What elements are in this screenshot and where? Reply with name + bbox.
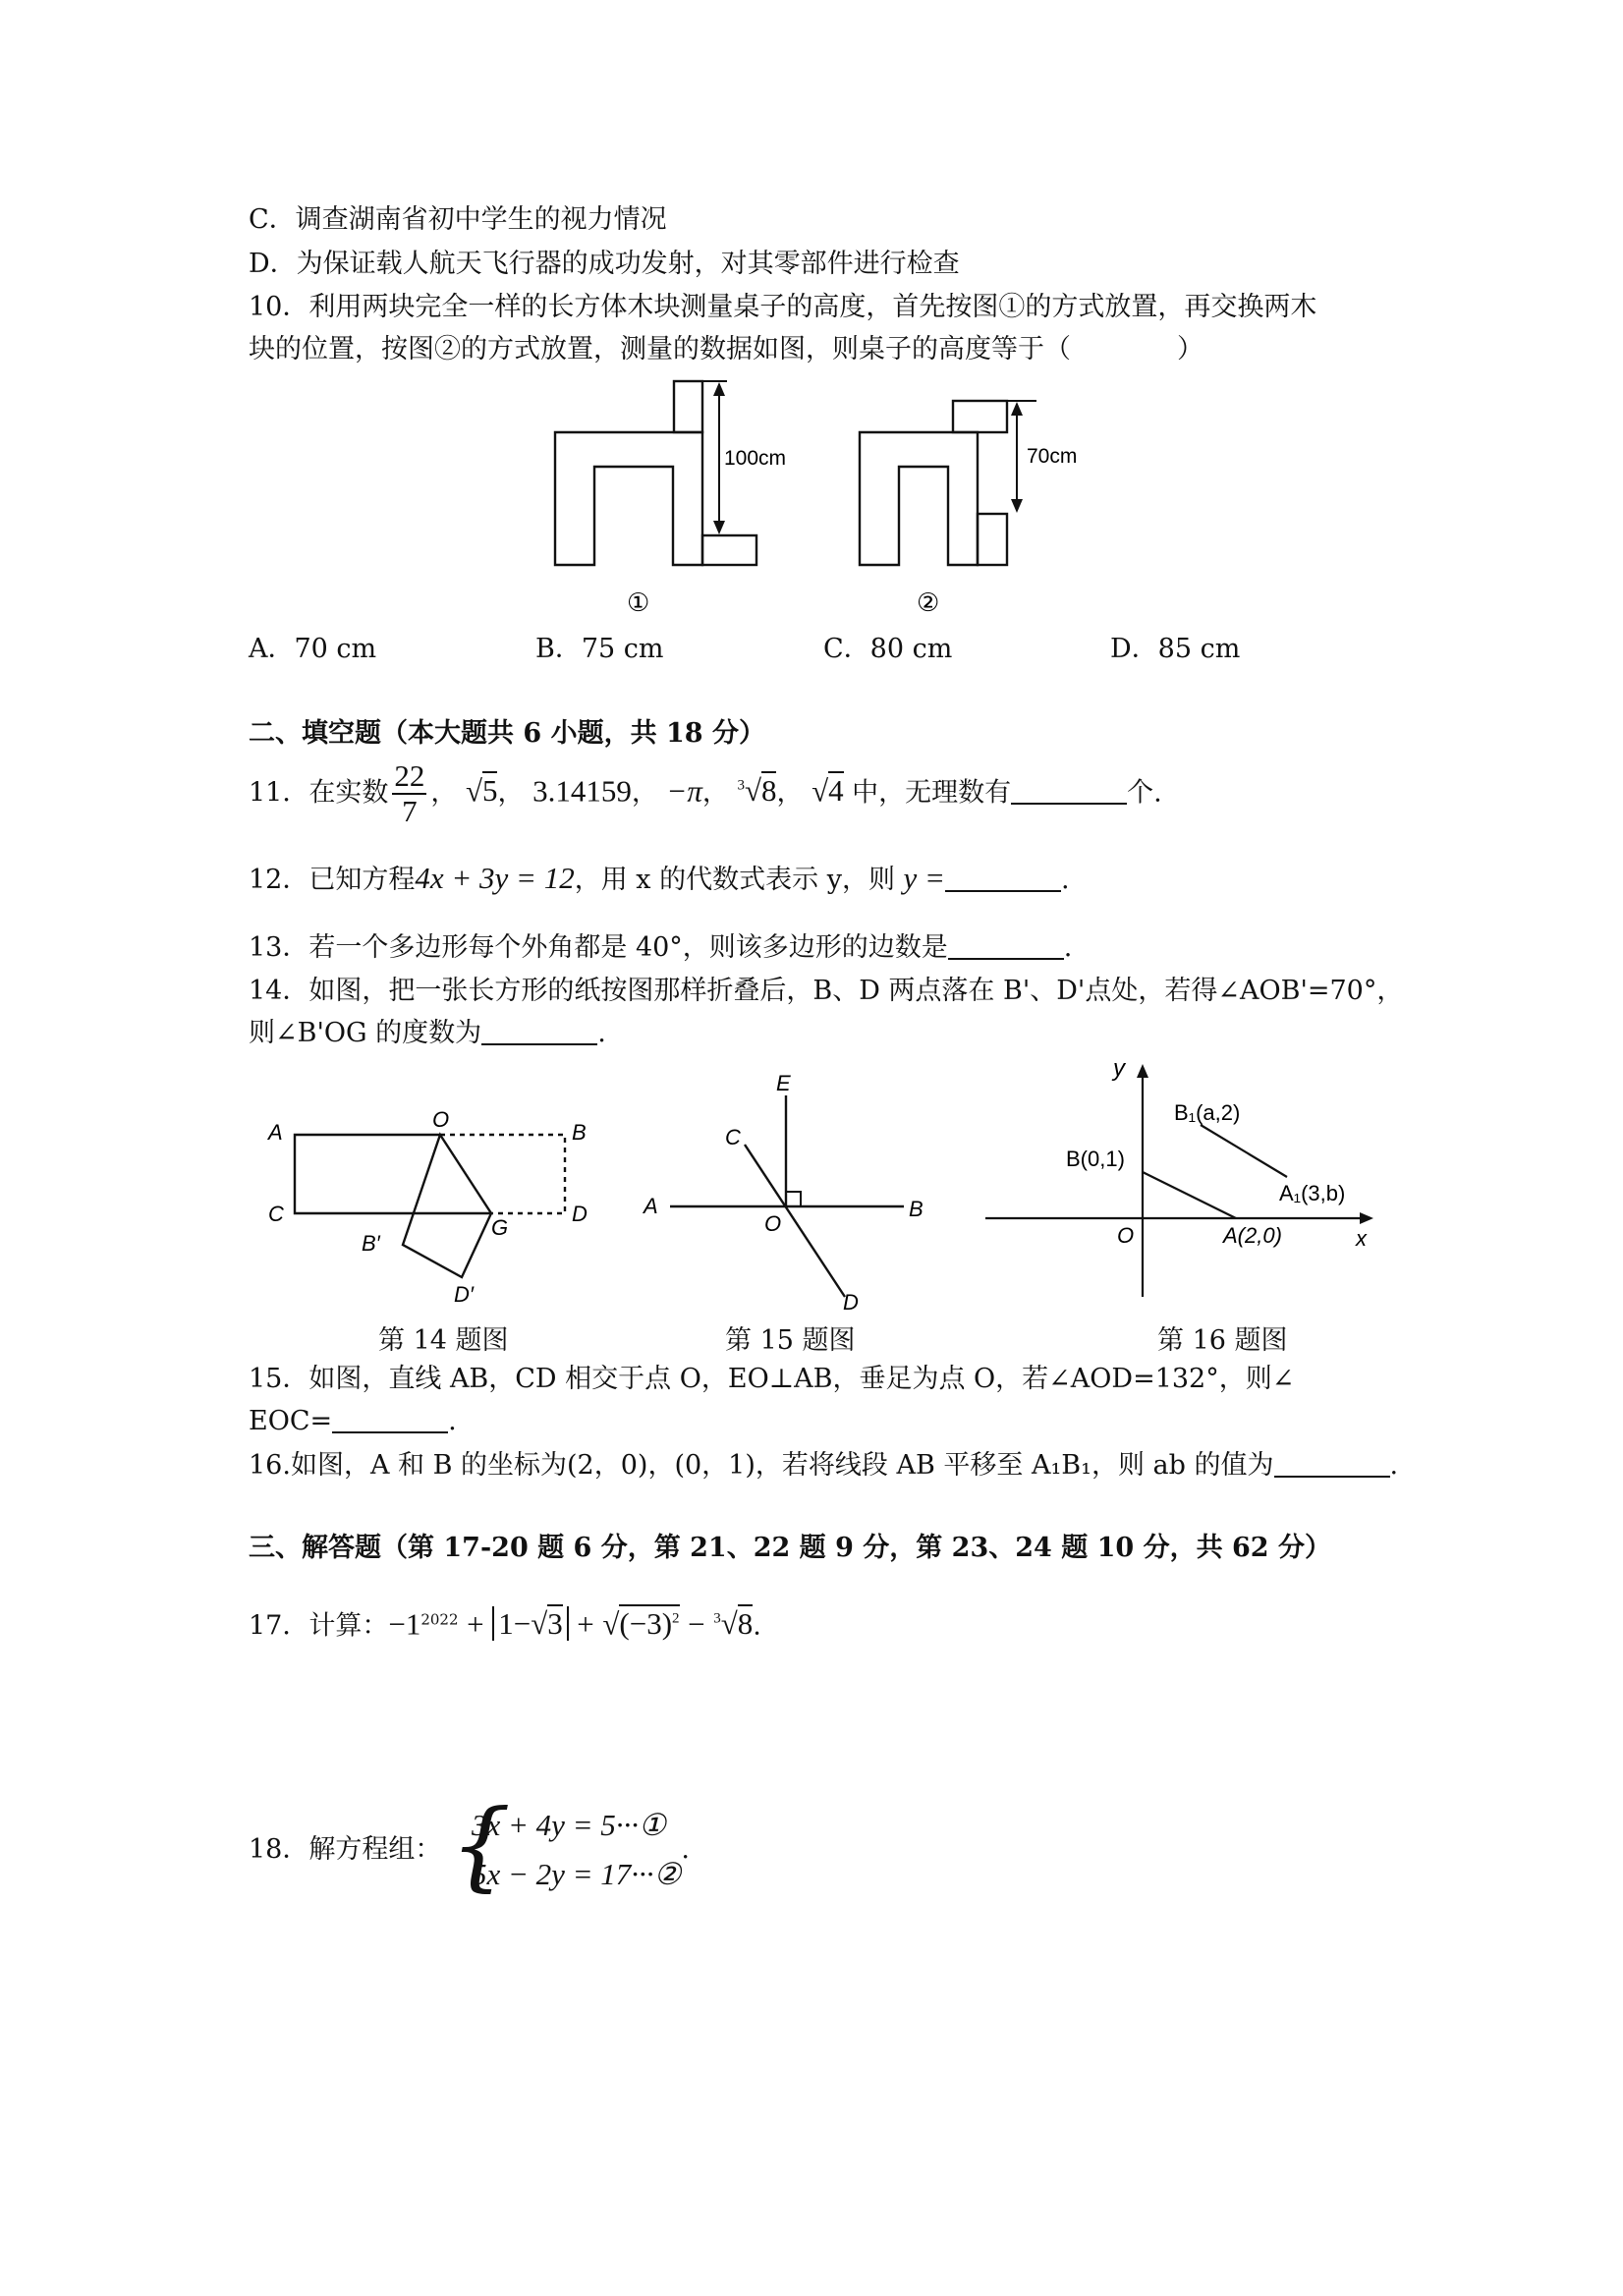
q10-figure-2 — [855, 398, 1078, 617]
q17-abs-sqrt: 3 — [547, 1606, 563, 1642]
q10-fig1-label: ① — [627, 588, 650, 617]
q17-cbrt: $^3$√8 — [713, 1606, 754, 1642]
right-angle-mark — [786, 1192, 801, 1206]
dashed-original — [440, 1135, 565, 1213]
q17-term1: −1 — [388, 1606, 421, 1642]
q14-line2: 则∠B'OG 的度数为 — [249, 1018, 482, 1048]
q11-cbrt8-value: 8 — [760, 773, 777, 809]
q17-plus1: + — [467, 1606, 484, 1642]
q17-cbrt-index: 3 — [713, 1611, 721, 1627]
q14-label-c: C — [268, 1202, 284, 1226]
q16-label-b: B(0,1) — [1066, 1147, 1125, 1171]
q15-figure — [639, 1066, 933, 1315]
section3-title: 三、解答题（第 17-20 题 6 分，第 21、22 题 9 分，第 23、24 题 10 分，共 62 分） — [249, 1533, 1331, 1563]
q17-cbrt-value: 8 — [737, 1606, 754, 1642]
q10-option-c: C．80 cm — [823, 634, 953, 664]
q12-prefix: 12．已知方程 — [249, 865, 416, 895]
q15-caption: 第 15 题图 — [725, 1325, 856, 1356]
q14-label-a: A — [268, 1120, 283, 1145]
q16-label-x: x — [1356, 1226, 1367, 1251]
segment-a1b1 — [1201, 1125, 1287, 1177]
q15-label-a: A — [644, 1194, 658, 1218]
q14-label-b-prime: B′ — [362, 1231, 380, 1256]
q11-frac-num: 22 — [394, 757, 425, 793]
q14-line2-wrap — [249, 1016, 606, 1051]
q17-sqrt-exp: 2 — [672, 1611, 680, 1627]
q17-abs: 1−√3 — [492, 1606, 569, 1641]
q16-label-y: y — [1113, 1055, 1125, 1082]
q11-sep: ， — [701, 777, 729, 809]
q11-suffix: 中，无理数有 — [852, 777, 1012, 809]
block-floor-2 — [978, 514, 1007, 565]
q11-prefix: 11．在实数 — [249, 777, 389, 809]
q11-sqrt5: √5 — [465, 773, 498, 809]
q14-label-b: B — [572, 1120, 587, 1145]
q11-cbrt-index: 3 — [737, 778, 745, 794]
q11-sep: ， — [776, 777, 804, 809]
q11-cbrt8: $^3$√8 — [737, 773, 777, 809]
q11-sep: ， — [430, 777, 458, 809]
block-top-1 — [674, 381, 702, 432]
q16-line: 16.如图，A 和 B 的坐标为(2，0)，(0，1)，若将线段 AB 平移至 A₁B₁，则 ab 的值为 — [249, 1450, 1274, 1481]
q16-label-o: O — [1117, 1223, 1135, 1248]
q11-sep: ， — [631, 777, 658, 809]
q10-fig2-measure: 70cm — [1027, 445, 1078, 468]
q15-label-o: O — [764, 1211, 782, 1236]
q11 — [249, 756, 1162, 828]
q14-answer-blank[interactable] — [481, 1020, 597, 1045]
q16-label-b1: B₁(a,2) — [1174, 1100, 1241, 1125]
q16-figure — [982, 1056, 1395, 1312]
q11-frac-den: 7 — [402, 793, 418, 828]
q17-plus2: + — [577, 1606, 594, 1642]
q12-middle: ，用 x 的代数式表示 y，则 — [574, 865, 895, 895]
q11-sqrt5-value: 5 — [481, 773, 498, 809]
q10-stem-line2: 块的位置，按图②的方式放置，测量的数据如图，则桌子的高度等于（ ） — [249, 334, 1203, 364]
q11-fraction — [392, 759, 426, 828]
q16-caption: 第 16 题图 — [1157, 1325, 1288, 1356]
q10-figure-1 — [550, 378, 787, 617]
q16-answer-blank[interactable] — [1274, 1452, 1390, 1478]
q16-label-a1: A₁(3,b) — [1279, 1181, 1346, 1205]
q18-eq2: 5x − 2y = 17···② — [471, 1857, 682, 1891]
q18-end: . — [681, 1834, 690, 1865]
q15-label-b: B — [909, 1197, 923, 1221]
q15-end: . — [448, 1406, 457, 1436]
q16-end: . — [1389, 1450, 1399, 1481]
q14-caption: 第 14 题图 — [378, 1325, 509, 1356]
q18-brace: { — [449, 1790, 512, 1902]
q17-prefix: 17．计算： — [249, 1610, 389, 1642]
q18-system — [449, 1790, 682, 1902]
q15-line2-wrap — [249, 1404, 457, 1439]
q10-option-b: B．75 cm — [535, 634, 664, 664]
q12 — [249, 861, 1070, 898]
q10-stem-line1: 10．利用两块完全一样的长方体木块测量桌子的高度，首先按图①的方式放置，再交换两木 — [249, 292, 1317, 322]
block-top-2 — [953, 401, 1007, 432]
q15-line1: 15．如图，直线 AB，CD 相交于点 O，EO⊥AB，垂足为点 O，若∠AOD=132°，则∠ — [249, 1364, 1295, 1394]
q12-equation: 4x + 3y = 12 — [415, 861, 575, 895]
q17-end: . — [753, 1610, 761, 1642]
q11-decimal: 3.14159 — [532, 773, 632, 809]
fold-rectangle — [295, 1135, 491, 1213]
q14-label-o: O — [432, 1107, 450, 1132]
folded-flap — [403, 1135, 491, 1277]
q16-wrap — [249, 1448, 1398, 1484]
q18 — [249, 1790, 690, 1902]
q17-abs-inner: 1− — [498, 1606, 532, 1642]
q11-sqrt4-value: 4 — [828, 773, 844, 809]
q12-answer-blank[interactable] — [945, 867, 1061, 892]
q9-option-d: D．为保证载人航天飞行器的成功发射，对其零部件进行检查 — [249, 249, 960, 279]
q10-option-a: A．70 cm — [249, 634, 377, 664]
q10-option-d: D．85 cm — [1110, 634, 1241, 664]
q11-answer-blank[interactable] — [1011, 779, 1127, 805]
q9-option-c: C．调查湖南省初中学生的视力情况 — [249, 204, 667, 235]
q13-answer-blank[interactable] — [948, 934, 1064, 960]
q15-label-c: C — [725, 1125, 741, 1149]
q15-line2: EOC= — [249, 1406, 333, 1436]
q10-fig1-measure: 100cm — [724, 447, 787, 470]
line-cd — [745, 1145, 845, 1297]
block-floor-1 — [702, 535, 756, 565]
section2-title: 二、填空题（本大题共 6 小题，共 18 分） — [249, 718, 765, 749]
q15-answer-blank[interactable] — [332, 1408, 448, 1433]
q13-end: . — [1063, 932, 1073, 963]
q14-label-g: G — [491, 1215, 509, 1240]
q18-eq1: 3x + 4y = 5···① — [471, 1808, 666, 1842]
q11-sqrt4: √4 — [812, 773, 844, 809]
q14-end: . — [597, 1018, 606, 1048]
q14-figure — [265, 1105, 589, 1312]
q12-y-equals: y = — [903, 861, 945, 895]
q15-label-e: E — [776, 1071, 791, 1095]
q17 — [249, 1594, 761, 1652]
q14-label-d: D — [572, 1202, 588, 1226]
q13-text: 13．若一个多边形每个外角都是 40°，则该多边形的边数是 — [249, 932, 948, 963]
q12-end: . — [1060, 865, 1070, 895]
q15-label-d: D — [843, 1290, 859, 1315]
q14-label-d-prime: D′ — [454, 1282, 475, 1307]
q10-fig2-label: ② — [917, 588, 940, 617]
table-outline-2 — [860, 432, 978, 565]
table-outline-1 — [555, 432, 702, 565]
q18-prefix: 18．解方程组： — [249, 1834, 442, 1865]
q17-exponent: 2022 — [420, 1610, 459, 1629]
q17-sqrt: $√(-3)^2$ — [602, 1606, 680, 1642]
q17-minus: − — [688, 1606, 705, 1642]
q13 — [249, 930, 1072, 966]
q11-sep: ， — [497, 777, 525, 809]
q11-end: 个. — [1127, 777, 1162, 809]
q17-sqrt-inner: (−3) — [619, 1606, 673, 1642]
segment-ab — [1143, 1172, 1236, 1218]
q11-neg-pi: −π — [666, 773, 702, 809]
q16-label-a: A(2,0) — [1223, 1223, 1282, 1248]
q14-line1: 14．如图，把一张长方形的纸按图那样折叠后，B、D 两点落在 B'、D'点处，若得∠AOB'=70°， — [249, 976, 1404, 1006]
